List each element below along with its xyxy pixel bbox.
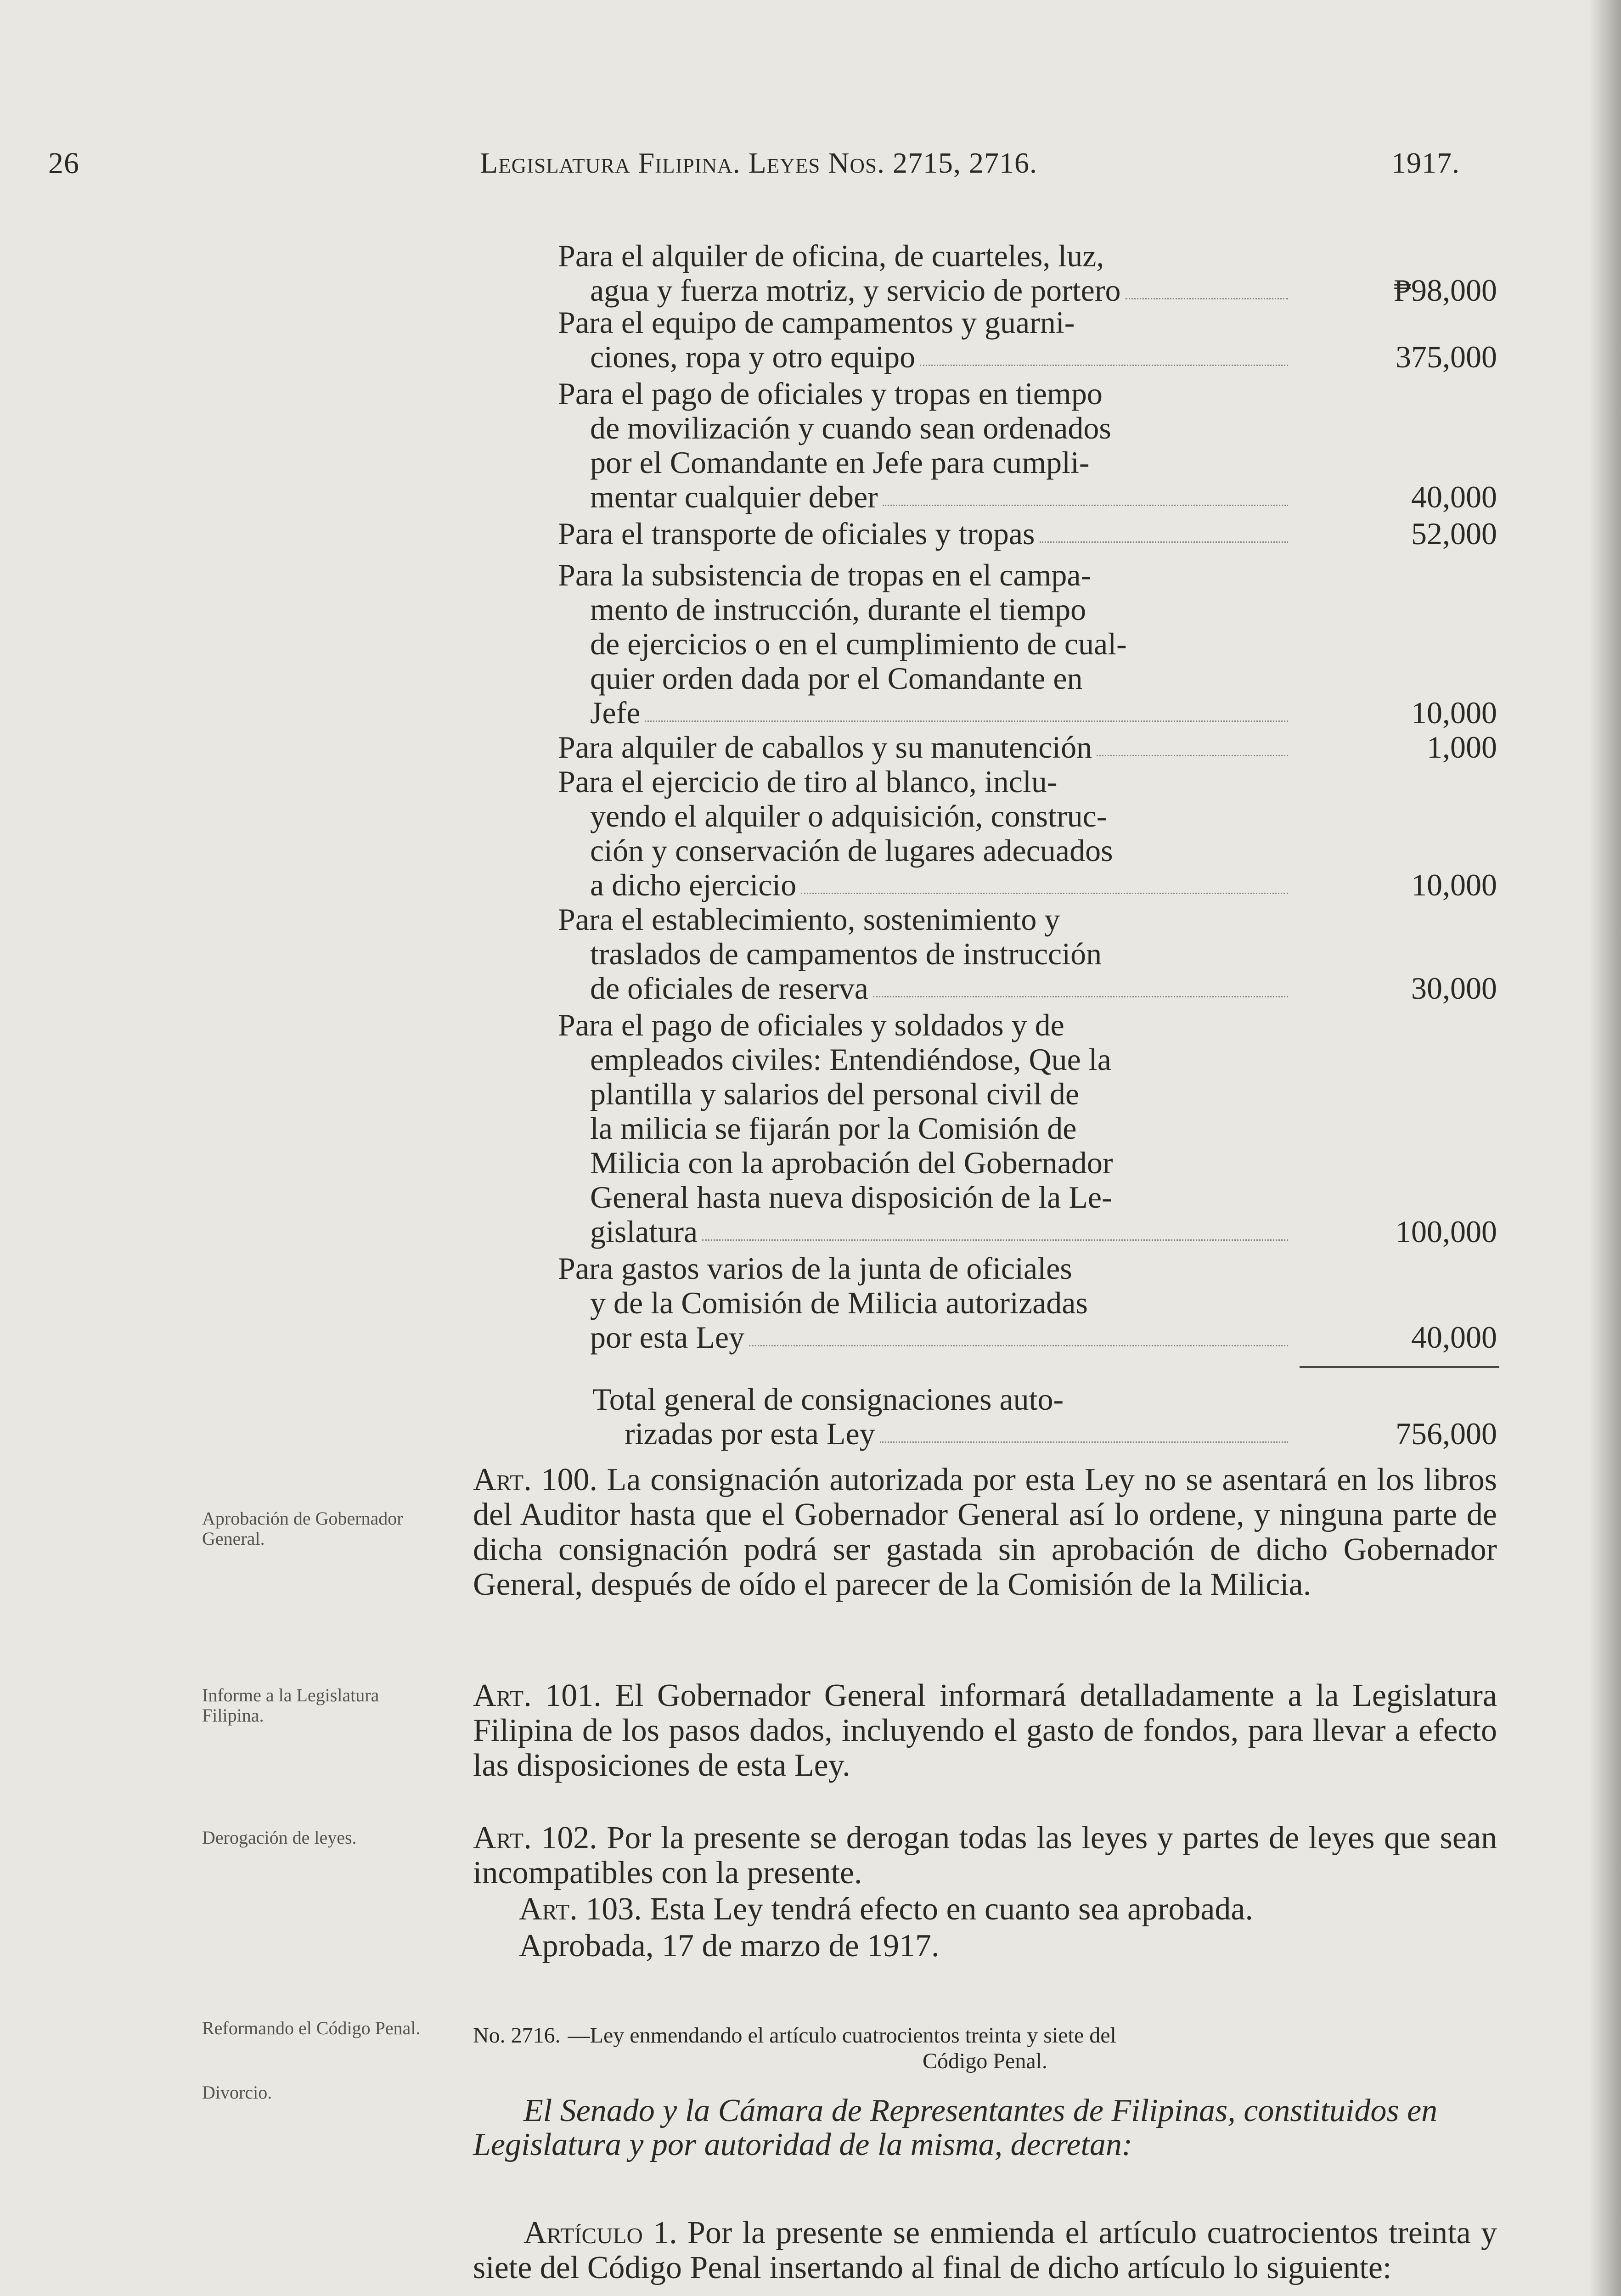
item-text-last: gislatura [590,1214,698,1249]
item-text-first: Para el ejercicio de tiro al blanco, inclu- [558,764,1058,799]
item-text-line: General hasta nueva disposición de la Le- [590,1180,1112,1215]
item-text-last: mentar cualquier deber [590,479,878,514]
margin-note-reformando: Reformando el Código Penal. [202,2018,421,2038]
item-text-first: Para el pago de oficiales y soldados y de [558,1007,1064,1042]
item-text-line: plantilla y salarios del personal civil de [590,1076,1080,1111]
item-text-first: Para el equipo de campamentos y guarni- [558,305,1075,340]
item-text-first: Para la subsistencia de tropas en el campa- [558,557,1092,592]
item-text-first: Para el pago de oficiales y tropas en tiempo [558,376,1103,411]
total-label-first: Total general de consignaciones auto- [592,1382,1064,1417]
item-text-last: ciones, ropa y otro equipo [590,339,916,374]
total-rule [1300,1366,1499,1368]
item-amount: ₱98,000 [1394,273,1497,308]
article-1-text: Por la presente se enmienda el artículo cuatrocientos treinta y siete del Código Penal insertando al final de dicho artículo lo siguiente: [473,2215,1497,2285]
item-amount: 1,000 [1427,730,1497,765]
item-amount: 40,000 [1411,479,1497,514]
item-text-line: la milicia se fijarán por la Comisión de [590,1111,1077,1146]
item-text-last: a dicho ejercicio [590,867,797,902]
page-edge-shadow [1589,0,1621,2296]
dot-leader [749,1345,1288,1346]
article-103 [519,1892,1497,1927]
article-101 [473,1678,1497,1783]
article-101-label: Art. 101. [473,1678,602,1713]
enacting-clause: El Senado y la Cámara de Representantes de Filipinas, constituidos en Legislatura y por autoridad de la misma, decretan: [473,2093,1438,2162]
item-text-last: Para el transporte de oficiales y tropas [558,516,1035,551]
margin-note-aprobacion: Aprobación de Gobernador General. [202,1508,403,1549]
item-text-line: de ejercicios o en el cumplimiento de cual- [590,626,1127,661]
item-text-first: Para gastos varios de la junta de oficiales [558,1251,1072,1286]
article-100-label: Art. 100. [473,1462,597,1497]
item-text-last: por esta Ley [590,1320,745,1355]
article-102-text: Por la presente se derogan todas las leyes y partes de leyes que sean incompatibles con la presente. [473,1820,1497,1891]
total-amount: 756,000 [1396,1416,1497,1451]
dot-leader [1040,541,1289,543]
item-text-last: de oficiales de reserva [590,971,868,1006]
margin-note-informe: Informe a la Legislatura Filipina. [202,1685,379,1726]
law-2716-heading [473,2023,1497,2074]
article-103-label: Art. 103. [519,1891,642,1927]
appropriation-item [558,517,1293,551]
item-text-line: por el Comandante en Jefe para cumpli- [590,445,1090,480]
item-text-line: y de la Comisión de Milicia autorizadas [590,1285,1088,1320]
appropriation-item [558,305,1293,374]
law-title-line1: —Ley enmendando el artículo cuatrocientos treinta y siete del [568,2023,1116,2048]
appropriation-item [558,765,1293,902]
law-title-line2: Código Penal. [923,2049,1047,2073]
item-amount: 10,000 [1411,867,1497,902]
item-amount: 40,000 [1411,1320,1497,1355]
item-text-line: yendo el alquiler o adquisición, construc- [590,799,1107,833]
total-label-last: rizadas por esta Ley [625,1416,875,1451]
law-number: No. 2716. [473,2023,561,2048]
dot-leader [883,505,1288,506]
item-text-last: Jefe [590,695,641,730]
item-amount: 30,000 [1411,971,1497,1006]
item-text-last: agua y fuerza motriz, y servicio de portero [590,273,1121,308]
article-1 [473,2216,1497,2285]
item-text-line: Milicia con la aprobación del Gobernador [590,1145,1113,1180]
total-line [592,1382,1293,1451]
dot-leader [645,720,1288,722]
article-1-label: Artículo 1. [523,2215,677,2251]
dot-leader [873,996,1288,997]
appropriation-item [558,239,1293,308]
header-year: 1917. [1391,146,1460,179]
page-number: 26 [48,146,79,180]
item-text-line: ción y conservación de lugares adecuados [590,833,1113,868]
appropriation-item [558,730,1293,765]
dot-leader [702,1239,1288,1241]
article-103-text: Esta Ley tendrá efecto en cuanto sea aprobada. [650,1891,1253,1927]
article-101-text: El Gobernador General informará detalladamente a la Legislatura Filipina de los pasos dados, incluyendo el gasto de fondos, para llevar a efecto las disposiciones de esta Ley. [473,1678,1497,1783]
dot-leader [920,365,1288,366]
item-text-line: empleados civiles: Entendiéndose, Que la [590,1042,1111,1077]
item-amount: 10,000 [1411,695,1497,730]
item-text-line: traslados de campamentos de instrucción [590,936,1102,971]
appropriation-item [558,1008,1293,1249]
article-102 [473,1821,1497,1891]
dot-leader [801,893,1288,894]
item-text-first: Para el alquiler de oficina, de cuarteles, luz, [558,238,1104,273]
article-100-text: La consignación autorizada por esta Ley no se asentará en los libros del Auditor hasta que el Gobernador General así lo ordene, y ninguna parte de dicha consignación podrá ser gastada sin aprobación de dicho Gobernador General, después de oído el parecer de la Comisión de la Milicia. [473,1462,1497,1602]
running-head: Legislatura Filipina. Leyes Nos. 2715, 2716. [480,146,1037,179]
appropriation-item [558,558,1293,730]
appropriation-item [558,902,1293,1006]
item-text-first: Para el establecimiento, sostenimiento y [558,902,1060,937]
article-100 [473,1463,1497,1602]
dot-leader [1097,755,1288,756]
item-amount: 100,000 [1396,1214,1497,1249]
margin-note-derogacion: Derogación de leyes. [202,1827,357,1848]
appropriation-item [558,377,1293,514]
appropriation-item [558,1251,1293,1355]
margin-note-divorcio: Divorcio. [202,2082,272,2103]
item-text-last: Para alquiler de caballos y su manutención [558,730,1092,765]
approved-date: Aprobada, 17 de marzo de 1917. [519,1928,940,1964]
item-text-line: de movilización y cuando sean ordenados [590,411,1111,445]
article-102-label: Art. 102. [473,1820,597,1856]
item-text-line: mento de instrucción, durante el tiempo [590,592,1086,627]
item-text-line: quier orden dada por el Comandante en [590,661,1083,696]
dot-leader [1126,298,1288,299]
item-amount: 52,000 [1411,516,1497,551]
item-amount: 375,000 [1396,339,1497,374]
